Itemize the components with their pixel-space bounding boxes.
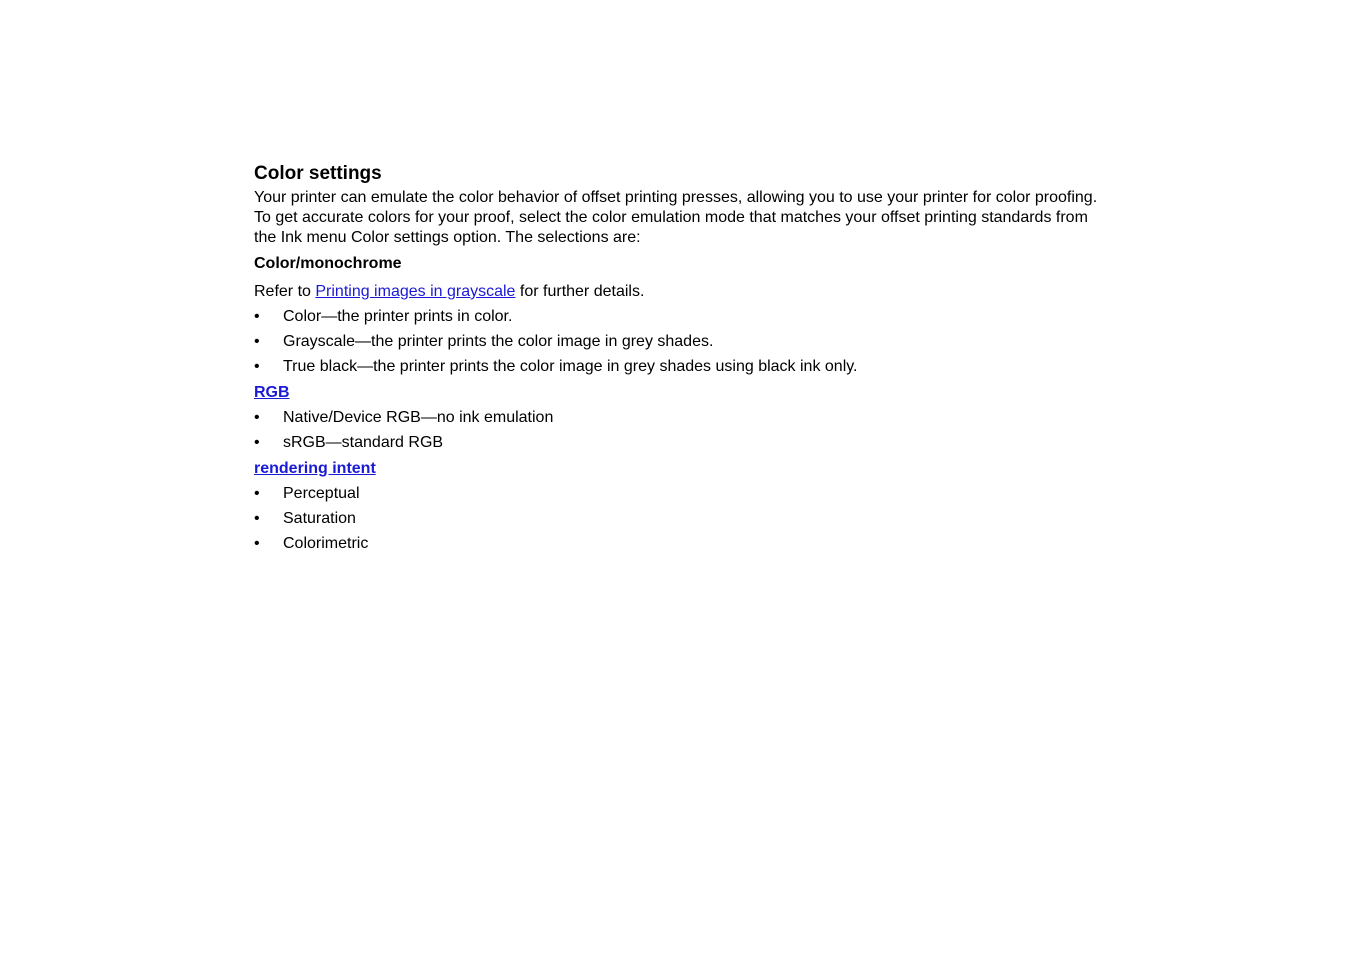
- list-item: [254, 332, 1104, 352]
- list-item: [254, 534, 1104, 554]
- bullet-icon: •: [254, 358, 260, 375]
- list-item-text: Perceptual: [283, 485, 360, 502]
- list-item-text: True black—the printer prints the color image in grey shades using black ink only.: [283, 358, 858, 375]
- list-item-text: Native/Device RGB—no ink emulation: [283, 409, 554, 426]
- bullet-icon: •: [254, 485, 260, 502]
- list-item: [254, 307, 1104, 327]
- reference-prefix: Refer to: [254, 283, 316, 300]
- document-content: [254, 160, 1104, 554]
- list-item: [254, 433, 1104, 453]
- list-item-text: Color—the printer prints in color.: [283, 308, 513, 325]
- list-item: [254, 357, 1104, 377]
- rendering-intent-heading: [254, 459, 1104, 479]
- list-item-text: Saturation: [283, 510, 356, 527]
- bullet-icon: •: [254, 535, 260, 552]
- rgb-heading: [254, 383, 1104, 403]
- bullet-icon: •: [254, 434, 260, 451]
- list-item: [254, 484, 1104, 504]
- list-item: [254, 408, 1104, 428]
- printing-grayscale-link[interactable]: Printing images in grayscale: [315, 283, 516, 300]
- rgb-list: [254, 408, 1104, 453]
- color-monochrome-heading: Color/monochrome: [254, 255, 402, 272]
- rendering-intent-link[interactable]: rendering intent: [254, 460, 376, 477]
- bullet-icon: •: [254, 409, 260, 426]
- list-item-text: Colorimetric: [283, 535, 369, 552]
- page-title: Color settings: [254, 163, 382, 184]
- bullet-icon: •: [254, 333, 260, 350]
- reference-suffix: for further details.: [515, 283, 645, 300]
- rendering-intent-list: [254, 484, 1104, 554]
- list-item-text: Grayscale—the printer prints the color image in grey shades.: [283, 333, 714, 350]
- list-item-text: sRGB—standard RGB: [283, 434, 444, 451]
- rgb-link[interactable]: RGB: [254, 384, 290, 401]
- reference-line: [254, 282, 1104, 302]
- bullet-icon: •: [254, 308, 260, 325]
- bullet-icon: •: [254, 510, 260, 527]
- list-item: [254, 509, 1104, 529]
- color-monochrome-list: [254, 307, 1104, 377]
- intro-paragraph: Your printer can emulate the color behavior of offset printing presses, allowing you to use your printer for color proofing. To get accurate colors for your proof, select the color emulation mode that matches your offset printing standards from the Ink menu Color settings option. The selections are:: [254, 189, 1098, 246]
